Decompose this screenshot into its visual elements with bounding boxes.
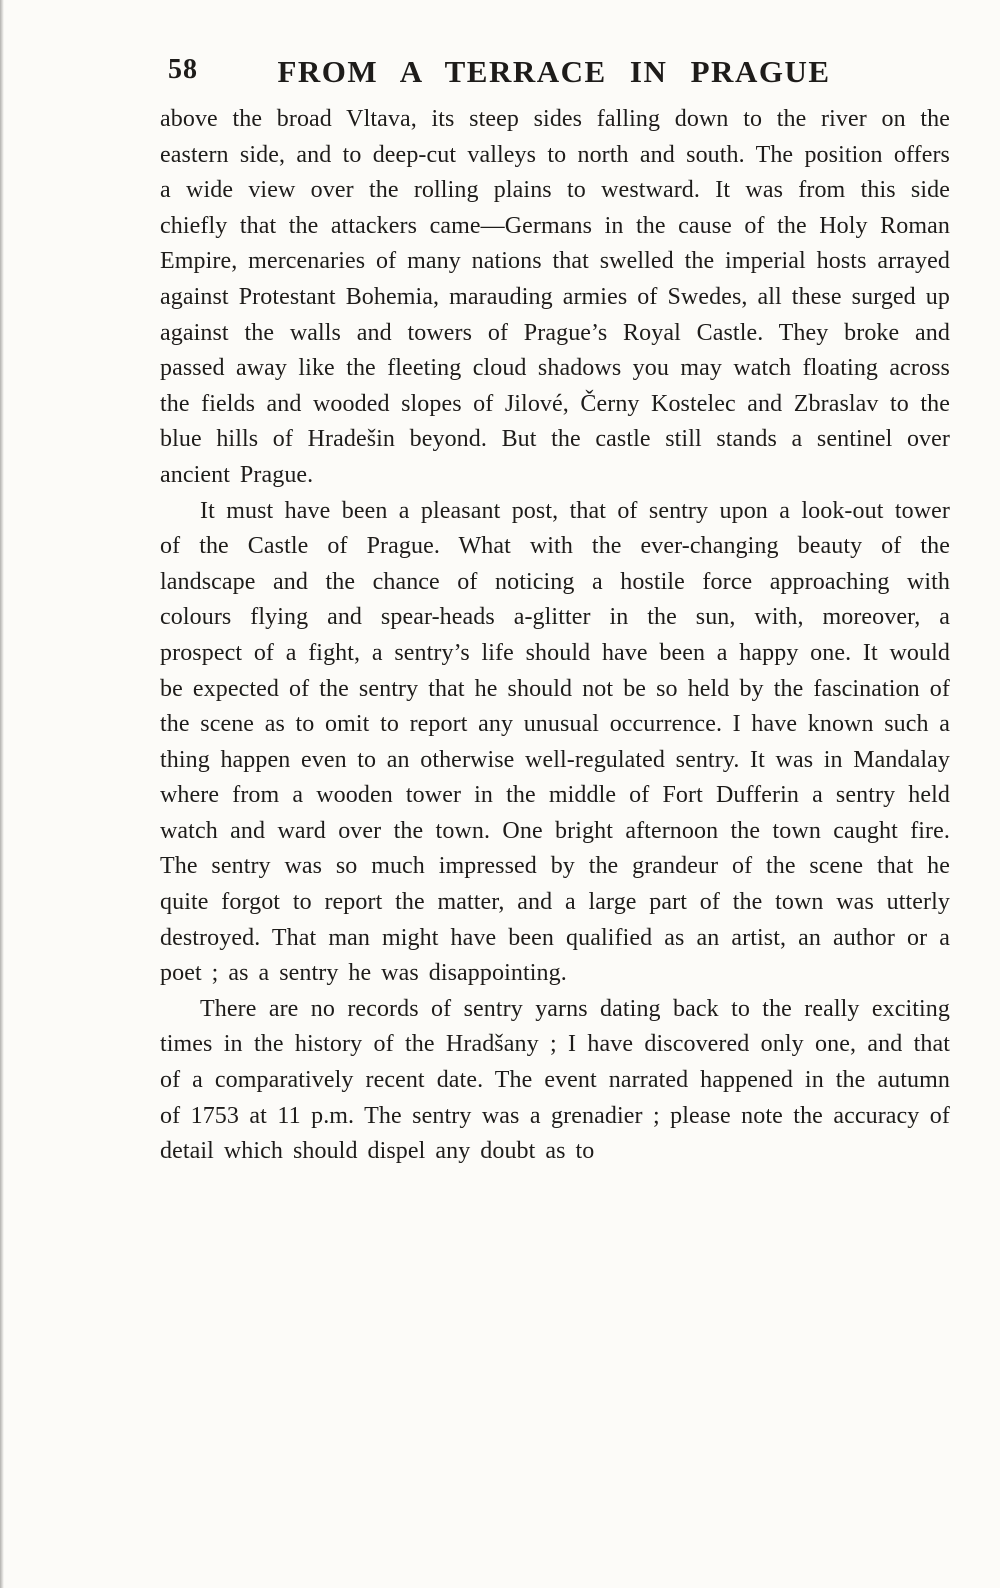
paragraph: It must have been a pleasant post, that of sentry upon a look-out tower of the Castle of Prague. What with the ever-changing beauty of the landscape and the chance of noticing a hostile force approaching with colours flying and spear-heads a-glitter in the sun, with, moreover, a prospect of a fight, a sentry’s life should have been a happy one. It would be expected of the sentry that he should not be so held by the fascination of the scene as to omit to report any unusual occurrence. I have known such a thing happen even to an otherwise well-regulated sentry. It was in Mandalay where from a wooden tower in the middle of Fort Dufferin a sentry held watch and ward over the town. One bright afternoon the town caught fire. The sentry was so much impressed by the grandeur of the scene that he quite forgot to report the matter, and a large part of the town was utterly destroyed. That man might have been qualified as an artist, an author or a poet ; as a sentry he was disappointing.	[160, 497, 950, 987]
body-text	[160, 102, 950, 1170]
page-number: 58	[168, 54, 198, 85]
running-title: FROM A TERRACE IN PRAGUE	[277, 54, 831, 89]
page-header	[160, 50, 948, 94]
scan-edge-shadow	[0, 0, 4, 1588]
paragraph: There are no records of sentry yarns dating back to the really exciting times in the history of the Hradšany ; I have discovered only one, and that of a comparatively recent date. The event narrated happened in the autumn of 1753 at 11 p.m. The sentry was a grenadier ; please note the accuracy of detail which should dispel any doubt as to	[160, 995, 950, 1165]
paragraph: above the broad Vltava, its steep sides falling down to the river on the eastern side, and to deep-cut valleys to north and south. The position offers a wide view over the rolling plains to westward. It was from this side chiefly that the attackers came—Germans in the cause of the Holy Roman Empire, mercenaries of many nations that swelled the imperial hosts arrayed against Protestant Bohemia, marauding armies of Swedes, all these surged up against the walls and towers of Prague’s Royal Castle. They broke and passed away like the fleeting cloud shadows you may watch floating across the fields and wooded slopes of Jilové, Černy Kostelec and Zbraslav to the blue hills of Hradešin beyond. But the castle still stands a sentinel over ancient Prague.	[160, 106, 950, 488]
